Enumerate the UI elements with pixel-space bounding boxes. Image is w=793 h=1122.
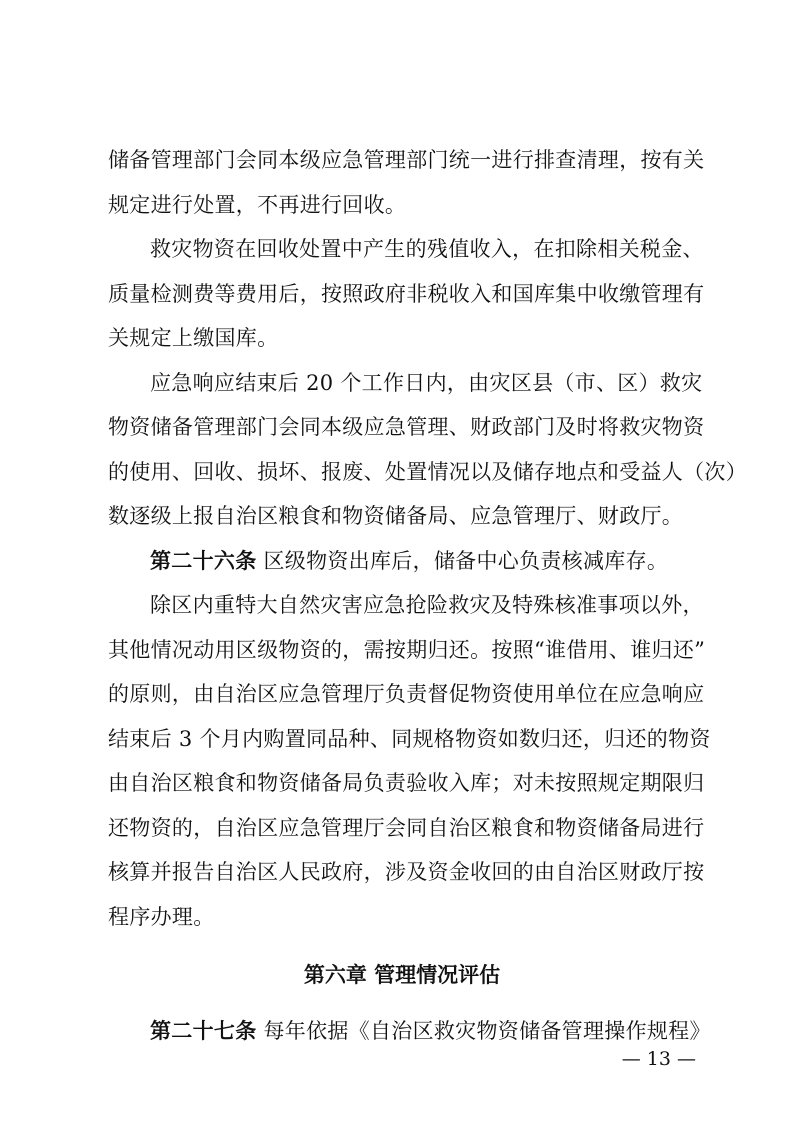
paragraph-line: 除区内重特大自然灾害应急抢险救灾及特殊核准事项以外，	[150, 593, 704, 617]
article-26	[150, 546, 696, 576]
paragraph-line: 其他情况动用区级物资的，需按期归还。按照“谁借用、谁归还”	[108, 638, 706, 662]
paragraph-line: 核算并报告自治区人民政府，涉及资金收回的由自治区财政厅按	[108, 860, 705, 884]
page-number: — 13 —	[621, 1048, 696, 1070]
paragraph-line: 关规定上缴国库。	[108, 326, 279, 350]
paragraph-line: 质量检测费等费用后，按照政府非税收入和国库集中收缴管理有	[108, 282, 705, 306]
paragraph-line: 由自治区粮食和物资储备局负责验收入库；对未按照规定期限归	[108, 771, 705, 795]
article-26-label: 第二十六条	[150, 549, 257, 573]
article-27-text: 每年依据《自治区救灾物资储备管理操作规程》	[263, 1019, 711, 1043]
article-26-text: 区级物资出库后，储备中心负责核减库存。	[263, 549, 669, 573]
paragraph-line: 的原则，由自治区应急管理厅负责督促物资使用单位在应急响应	[108, 682, 705, 706]
paragraph-line: 还物资的，自治区应急管理厅会同自治区粮食和物资储备局进行	[108, 816, 705, 840]
article-27-label: 第二十七条	[150, 1019, 257, 1043]
paragraph-line: 应急响应结束后 20 个工作日内，由灾区县（市、区）救灾	[150, 371, 703, 395]
paragraph-line: 物资储备管理部门会同本级应急管理、财政部门及时将救灾物资	[108, 415, 705, 439]
paragraph-line: 救灾物资在回收处置中产生的残值收入，在扣除相关税金、	[150, 237, 704, 261]
paragraph-line: 程序办理。	[108, 905, 215, 929]
paragraph-line: 规定进行处置，不再进行回收。	[108, 193, 407, 217]
paragraph-line: 结束后 3 个月内购置同品种、同规格物资如数归还，归还的物资	[108, 727, 711, 751]
chapter-title: 第六章 管理情况评估	[303, 963, 501, 987]
paragraph-line: 储备管理部门会同本级应急管理部门统一进行排查清理，按有关	[108, 148, 705, 172]
paragraph-line: 的使用、回收、损坏、报废、处置情况以及储存地点和受益人（次）	[108, 460, 747, 484]
paragraph-line: 数逐级上报自治区粮食和物资储备局、应急管理厅、财政厅。	[108, 504, 684, 528]
article-27	[150, 1016, 711, 1046]
